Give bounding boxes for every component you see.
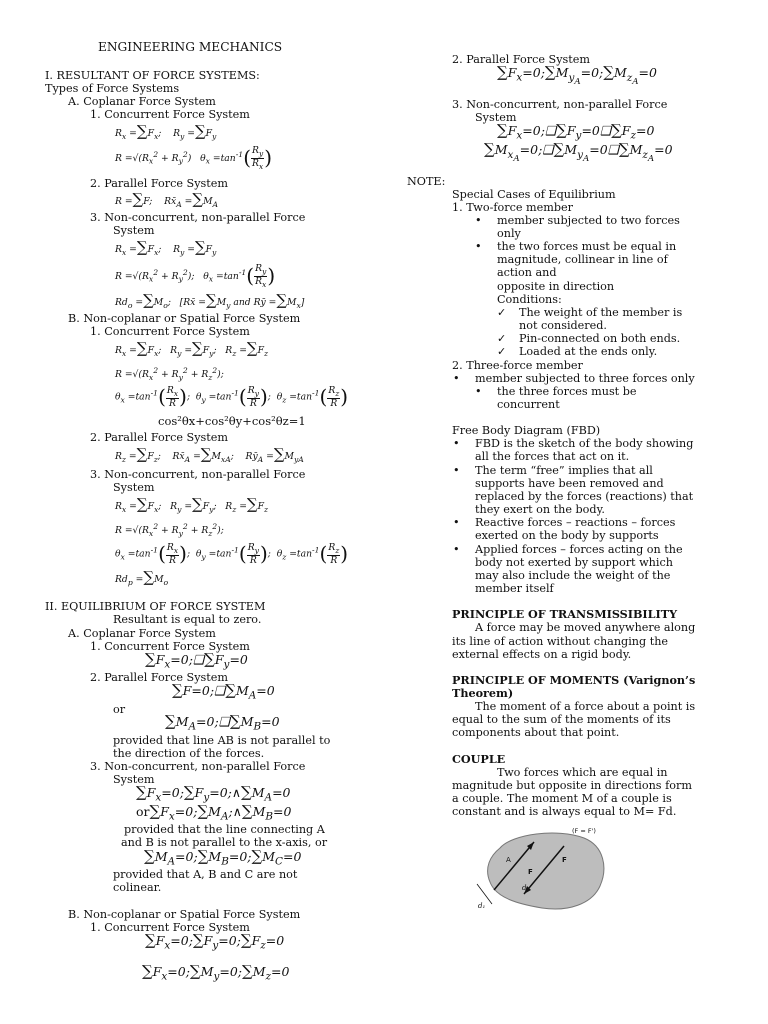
r-heading-nonconcurrent-cont: System	[475, 111, 517, 124]
three-force-bullet-2: • the three forces must be	[497, 385, 637, 398]
two-force-bullet-1: • member subjected to two forces	[497, 214, 680, 227]
two-force-bullet-2-cont2: action and	[497, 266, 557, 279]
transmissibility-line-1: A force may be moved anywhere along	[475, 621, 696, 634]
two-force-bullet-2-cont3: opposite in direction	[497, 280, 615, 293]
eq-heading-nonconcurrent-cont: System	[113, 773, 155, 786]
fbd-heading: Free Body Diagram (FBD)	[452, 424, 601, 437]
eq-heading-coplanar: A. Coplanar Force System	[68, 627, 216, 640]
three-force-bullet-2-cont: concurrent	[497, 398, 560, 411]
equation-eq-spatial-m: $\sum F_x=0;\sum M_y=0;\sum M_z=0$	[142, 962, 290, 983]
equation-eq-spatial-f: $\sum F_x=0;\sum F_y=0;\sum F_z=0$	[145, 931, 285, 952]
equation-eq-nc-3: $\sum M_A=0;\sum M_B=0;\sum M_C=0$	[144, 847, 302, 868]
couple-line-1: Two forces which are equal in	[497, 766, 668, 779]
condition-2: ✓ Pin-connected on both ends.	[519, 332, 680, 345]
equation-snc-angles: $\theta_x =\tan^{-1}$( $\frac{R_x}{R}$ ); $\theta_y =\tan^{-1}$( $\frac{R_y}{R}$ ); $\theta_z =\tan^{-1}$( $\frac{R_z}{R}$ )	[115, 541, 349, 566]
section-2-subtitle: Resultant is equal to zero.	[113, 613, 262, 626]
couple-line-2: magnitude but opposite in directions form	[452, 779, 692, 792]
couple-line-3: a couple. The moment M of a couple is	[452, 792, 672, 805]
proviso-2-cont: and B is not parallel to the x-axis, or	[121, 836, 328, 849]
rigid-body-shape	[488, 833, 604, 909]
transmissibility-line-3: external effects on a rigid body.	[452, 648, 632, 661]
equation-eq-concurrent: $\sum F_x=0;❑\sum F_y=0$	[145, 650, 248, 671]
equation-nc-rx-ry: $R_x =\sum F_x$; $R_y =\sum F_y$	[115, 238, 217, 257]
moments-line-3: components about that point.	[452, 726, 620, 739]
two-force-bullet-2: • the two forces must be equal in	[497, 240, 676, 253]
equation-cosines: cos²θx+cos²θy+cos²θz=1	[158, 414, 306, 428]
moments-heading: PRINCIPLE OF MOMENTS (Varignon’s	[452, 673, 696, 687]
proviso-1-cont: the direction of the forces.	[113, 747, 265, 760]
heading-spatial-nonconcurrent: 3. Non-concurrent, non-parallel Force	[90, 468, 306, 481]
moments-heading-cont: Theorem)	[452, 686, 514, 700]
two-force-heading: 1. Two-force member	[452, 201, 574, 214]
equation-eq-nc-1: $\sum F_x=0;\sum F_y=0;\wedge\sum M_A=0$	[136, 783, 291, 804]
couple-heading: COUPLE	[452, 752, 506, 766]
equation-rx-ry: $R_x =\sum F_x$; $R_y =\sum F_y$	[115, 122, 217, 141]
types-label: Types of Force Systems	[45, 82, 180, 95]
heading-nonconcurrent: 3. Non-concurrent, non-parallel Force	[90, 211, 306, 224]
fbd-bullet-2: • The term “free” implies that all	[475, 464, 653, 477]
heading-nonconcurrent-cont: System	[113, 224, 155, 237]
heading-coplanar: A. Coplanar Force System	[68, 95, 216, 108]
conditions-label: Conditions:	[497, 293, 562, 306]
equation-r-theta: $R =√(R_x^2 + R_y^2)$ $\theta_x =\tan^{-1}$( $\frac{R_y}{R_x}$ )	[115, 145, 273, 171]
proviso-1: provided that line AB is not parallel to	[113, 734, 331, 747]
heading-parallel: 2. Parallel Force System	[90, 177, 228, 190]
proviso-3-cont: colinear.	[113, 881, 162, 894]
three-force-bullet-1: • member subjected to three forces only	[475, 372, 695, 385]
two-force-bullet-1-cont: only	[497, 227, 521, 240]
three-force-heading: 2. Three-force member	[452, 359, 583, 372]
condition-1-cont: not considered.	[519, 319, 607, 332]
equation-r-nc-m: $\sum M_{x_A}=0;❑\sum M_{y_A}=0❑\sum M_{z_A}=0$	[484, 140, 673, 164]
fbd-bullet-4-cont3: member itself	[475, 582, 554, 595]
couple-line-4: constant and is always equal to M= Fd.	[452, 805, 677, 818]
figure-label-a: A	[506, 856, 511, 864]
fbd-bullet-3: • Reactive forces – reactions – forces	[475, 516, 675, 529]
fbd-bullet-4: • Applied forces – forces acting on the	[475, 543, 683, 556]
heading-concurrent: 1. Concurrent Force System	[90, 108, 250, 121]
transmissibility-heading: PRINCIPLE OF TRANSMISSIBILITY	[452, 607, 678, 621]
equation-eq-parallel: $\sum F=0;❑\sum M_A=0$	[172, 681, 275, 702]
proviso-2: provided that the line connecting A	[124, 823, 325, 836]
fbd-bullet-2-cont3: they exert on the body.	[475, 503, 605, 516]
two-force-bullet-2-cont: magnitude, collinear in line of	[497, 253, 668, 266]
r-heading-nonconcurrent: 3. Non-concurrent, non-parallel Force	[452, 98, 668, 111]
fbd-bullet-2-cont: supports have been removed and	[475, 477, 664, 490]
eq-heading-parallel: 2. Parallel Force System	[90, 671, 228, 684]
equation-parallel: R =∑F; $Rx̄_A =\sum M_A$	[115, 190, 219, 209]
moments-line-2: equal to the sum of the moments of its	[452, 713, 671, 726]
section-2-heading: II. EQUILIBRIUM OF FORCE SYSTEM	[45, 600, 266, 613]
note-label: NOTE:	[407, 175, 446, 188]
fbd-bullet-3-cont: exerted on the body by supports	[475, 529, 659, 542]
figure-label-d: d	[522, 884, 527, 892]
eq-heading-noncoplanar: B. Non-coplanar or Spatial Force System	[68, 908, 301, 921]
heading-spatial-parallel: 2. Parallel Force System	[90, 431, 228, 444]
equation-eq-parallel-alt: $\sum M_A=0;❑\sum M_B=0$	[165, 712, 280, 733]
eq-heading-spatial-concurrent: 1. Concurrent Force System	[90, 921, 250, 934]
figure-label-f-mid: F	[528, 868, 533, 876]
equation-r-parallel: $\sum F_x=0;\sum M_{y_A}=0;\sum M_{z_A}=0$	[497, 63, 657, 87]
equation-snc-moment: $Rd_p =\sum M_o$	[115, 568, 169, 587]
r-heading-parallel: 2. Parallel Force System	[452, 53, 590, 66]
section-1-heading: I. RESULTANT OF FORCE SYSTEMS:	[45, 69, 260, 82]
equation-spatial-r: $R_x =\sum F_x$; $R_y =\sum F_y$; $R_z =\sum F_z$	[115, 339, 269, 358]
condition-3: ✓ Loaded at the ends only.	[519, 345, 657, 358]
eq-heading-concurrent: 1. Concurrent Force System	[90, 640, 250, 653]
d1-dimension-line	[477, 884, 492, 904]
equation-snc-mag: $R =√(R_x^2 + R_y^2 + R_z^2)$;	[115, 522, 224, 538]
or-label: or	[113, 703, 126, 716]
couple-figure	[472, 828, 612, 912]
equation-nc-moment: $Rd_o =\sum M_o$; [Rx̄ $=\sum M_y$ and Rȳ $=\sum M_x$]	[115, 291, 305, 310]
heading-noncoplanar: B. Non-coplanar or Spatial Force System	[68, 312, 301, 325]
figure-label-d1: d₁	[478, 902, 486, 910]
heading-spatial-concurrent: 1. Concurrent Force System	[90, 325, 250, 338]
heading-spatial-nonconcurrent-cont: System	[113, 481, 155, 494]
figure-label-f-top: F	[562, 856, 567, 864]
condition-1: ✓ The weight of the member is	[519, 306, 682, 319]
special-cases-heading: Special Cases of Equilibrium	[452, 188, 616, 201]
fbd-bullet-4-cont2: may also include the weight of the	[475, 569, 671, 582]
fbd-bullet-1-cont: all the forces that act on it.	[475, 450, 630, 463]
eq-heading-nonconcurrent: 3. Non-concurrent, non-parallel Force	[90, 760, 306, 773]
equation-spatial-mag: $R =√(R_x^2 + R_y^2 + R_z^2)$;	[115, 366, 224, 382]
equation-spatial-parallel: $R_z =\sum F_z$; $Rx̄_A =\sum M_{xA}$; $Rȳ_A =\sum M_{yA}$	[115, 445, 304, 464]
fbd-bullet-2-cont2: replaced by the forces (reactions) that	[475, 490, 694, 503]
equation-spatial-angles: $\theta_x =\tan^{-1}$( $\frac{R_x}{R}$ ); $\theta_y =\tan^{-1}$( $\frac{R_y}{R}$ ); $\theta_z =\tan^{-1}$( $\frac{R_z}{R}$ )	[115, 384, 349, 409]
document-title: ENGINEERING MECHANICS	[98, 40, 283, 54]
transmissibility-line-2: its line of action without changing the	[452, 635, 669, 648]
figure-label-equal: (F = F')	[572, 828, 596, 835]
proviso-3: provided that A, B and C are not	[113, 868, 298, 881]
fbd-bullet-1: • FBD is the sketch of the body showing	[475, 437, 693, 450]
moments-line-1: The moment of a force about a point is	[475, 700, 696, 713]
couple-diagram	[472, 828, 612, 912]
equation-eq-nc-2: $or\sum F_x=0;\sum M_A;\wedge\sum M_B=0$	[136, 802, 292, 823]
equation-r-nc-f: $\sum F_x=0;❑\sum F_y=0❑\sum F_z=0$	[497, 121, 655, 142]
fbd-bullet-4-cont: body not exerted by support which	[475, 556, 673, 569]
equation-snc-r: $R_x =\sum F_x$; $R_y =\sum F_y$; $R_z =\sum F_z$	[115, 495, 269, 514]
equation-nc-r-theta: $R =√(R_x^2 + R_y^2)$; $\theta_x =\tan^{-1}$( $\frac{R_y}{R_x}$ )	[115, 263, 276, 289]
